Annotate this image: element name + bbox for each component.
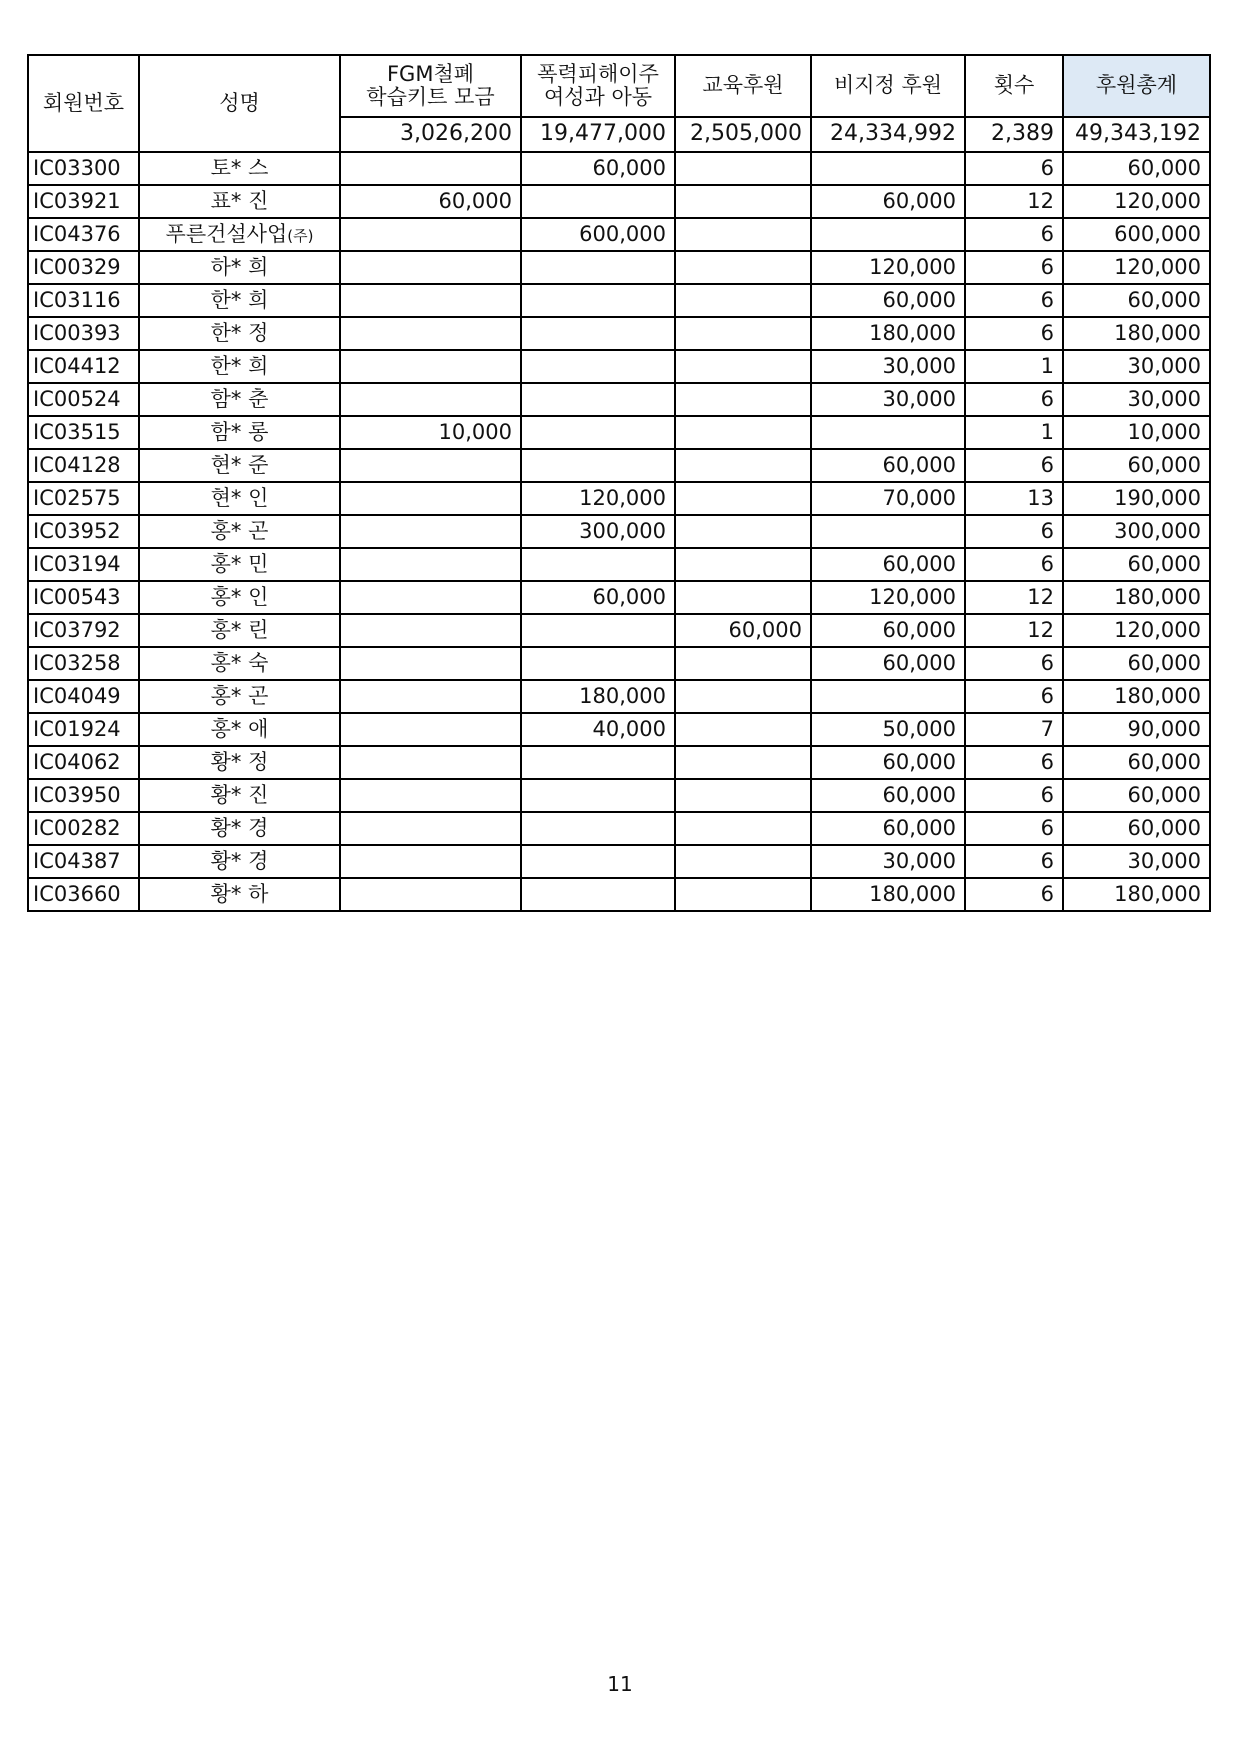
cell-member-id: IC04062 [28, 746, 139, 779]
cell-name [139, 878, 340, 911]
cell-fgm [340, 317, 521, 350]
cell-violence: 60,000 [521, 152, 675, 185]
table-row [28, 350, 1210, 383]
total-violence: 19,477,000 [521, 117, 675, 152]
member-name: 토* 스 [210, 155, 269, 180]
cell-violence [521, 251, 675, 284]
total-unrestricted: 24,334,992 [811, 117, 965, 152]
cell-total: 190,000 [1063, 482, 1210, 515]
cell-fgm [340, 218, 521, 251]
cell-education [675, 416, 811, 449]
cell-member-id: IC03660 [28, 878, 139, 911]
cell-count: 6 [965, 515, 1063, 548]
cell-education [675, 515, 811, 548]
member-name: 한* 희 [210, 353, 269, 378]
cell-count: 6 [965, 284, 1063, 317]
cell-unrestricted: 60,000 [811, 548, 965, 581]
table-row [28, 746, 1210, 779]
cell-count: 6 [965, 878, 1063, 911]
cell-fgm [340, 680, 521, 713]
cell-violence: 40,000 [521, 713, 675, 746]
cell-violence: 60,000 [521, 581, 675, 614]
cell-total: 60,000 [1063, 779, 1210, 812]
cell-count: 6 [965, 812, 1063, 845]
cell-unrestricted: 60,000 [811, 449, 965, 482]
table-row [28, 614, 1210, 647]
cell-education [675, 317, 811, 350]
member-name: 홍* 린 [210, 617, 269, 642]
cell-name [139, 779, 340, 812]
cell-violence [521, 614, 675, 647]
cell-name [139, 185, 340, 218]
cell-member-id: IC03515 [28, 416, 139, 449]
cell-member-id: IC03300 [28, 152, 139, 185]
cell-fgm [340, 251, 521, 284]
table-row [28, 152, 1210, 185]
cell-member-id: IC03950 [28, 779, 139, 812]
cell-count: 6 [965, 383, 1063, 416]
table-row [28, 812, 1210, 845]
cell-count: 12 [965, 614, 1063, 647]
cell-fgm [340, 614, 521, 647]
cell-unrestricted [811, 515, 965, 548]
cell-unrestricted: 30,000 [811, 845, 965, 878]
total-fgm: 3,026,200 [340, 117, 521, 152]
cell-member-id: IC04387 [28, 845, 139, 878]
cell-member-id: IC01924 [28, 713, 139, 746]
cell-unrestricted: 120,000 [811, 251, 965, 284]
member-name: 홍* 곤 [210, 683, 269, 708]
cell-education [675, 185, 811, 218]
cell-name [139, 713, 340, 746]
cell-name [139, 251, 340, 284]
member-name: 함* 롱 [210, 419, 269, 444]
cell-violence: 180,000 [521, 680, 675, 713]
cell-count: 6 [965, 647, 1063, 680]
header-member-id: 회원번호 [28, 55, 139, 152]
table-row [28, 185, 1210, 218]
cell-unrestricted: 60,000 [811, 614, 965, 647]
cell-member-id: IC00543 [28, 581, 139, 614]
table-row [28, 515, 1210, 548]
header-total: 후원총계 [1063, 55, 1210, 117]
cell-member-id: IC04128 [28, 449, 139, 482]
cell-education [675, 812, 811, 845]
corporation-mark: (주) [287, 226, 314, 245]
cell-education [675, 218, 811, 251]
cell-fgm: 60,000 [340, 185, 521, 218]
cell-total: 300,000 [1063, 515, 1210, 548]
page-number: 11 [607, 1672, 633, 1696]
cell-fgm: 10,000 [340, 416, 521, 449]
cell-name [139, 581, 340, 614]
cell-fgm [340, 515, 521, 548]
member-name: 홍* 애 [210, 716, 269, 741]
table-row [28, 284, 1210, 317]
cell-name [139, 845, 340, 878]
cell-education [675, 548, 811, 581]
cell-unrestricted: 60,000 [811, 746, 965, 779]
cell-total: 10,000 [1063, 416, 1210, 449]
cell-violence [521, 449, 675, 482]
cell-total: 90,000 [1063, 713, 1210, 746]
cell-unrestricted: 50,000 [811, 713, 965, 746]
header-violence [521, 55, 675, 117]
cell-unrestricted: 60,000 [811, 284, 965, 317]
cell-violence [521, 185, 675, 218]
table-row [28, 878, 1210, 911]
cell-fgm [340, 383, 521, 416]
table-body [28, 152, 1210, 911]
cell-total: 60,000 [1063, 746, 1210, 779]
cell-name [139, 383, 340, 416]
table-row [28, 779, 1210, 812]
member-name: 홍* 민 [210, 551, 269, 576]
cell-total: 180,000 [1063, 878, 1210, 911]
cell-education [675, 482, 811, 515]
cell-name [139, 647, 340, 680]
header-violence-line1: 폭력피해이주 [537, 61, 659, 86]
cell-member-id: IC00393 [28, 317, 139, 350]
table-row [28, 713, 1210, 746]
member-name: 홍* 숙 [210, 650, 269, 675]
cell-member-id: IC04412 [28, 350, 139, 383]
cell-name [139, 218, 340, 251]
cell-unrestricted: 180,000 [811, 878, 965, 911]
table-row [28, 251, 1210, 284]
member-name: 함* 춘 [210, 386, 269, 411]
cell-violence [521, 350, 675, 383]
cell-total: 120,000 [1063, 251, 1210, 284]
cell-count: 6 [965, 548, 1063, 581]
cell-member-id: IC00282 [28, 812, 139, 845]
cell-member-id: IC03792 [28, 614, 139, 647]
header-education: 교육후원 [675, 55, 811, 117]
cell-unrestricted: 60,000 [811, 185, 965, 218]
cell-total: 60,000 [1063, 647, 1210, 680]
cell-education [675, 581, 811, 614]
cell-count: 6 [965, 845, 1063, 878]
cell-total: 60,000 [1063, 812, 1210, 845]
cell-count: 1 [965, 350, 1063, 383]
header-unrestricted: 비지정 후원 [811, 55, 965, 117]
cell-name [139, 680, 340, 713]
cell-total: 60,000 [1063, 449, 1210, 482]
cell-name [139, 284, 340, 317]
cell-fgm [340, 713, 521, 746]
cell-fgm [340, 779, 521, 812]
cell-name [139, 350, 340, 383]
cell-total: 180,000 [1063, 581, 1210, 614]
header-fgm-line1: FGM철폐 [386, 61, 475, 86]
table-row [28, 218, 1210, 251]
cell-name [139, 449, 340, 482]
cell-count: 13 [965, 482, 1063, 515]
cell-violence [521, 878, 675, 911]
cell-count: 6 [965, 449, 1063, 482]
cell-violence [521, 317, 675, 350]
table-row [28, 482, 1210, 515]
cell-member-id: IC02575 [28, 482, 139, 515]
member-name: 홍* 인 [210, 584, 269, 609]
total-sum: 49,343,192 [1063, 117, 1210, 152]
cell-unrestricted: 30,000 [811, 383, 965, 416]
cell-fgm [340, 482, 521, 515]
cell-name [139, 746, 340, 779]
donation-table [27, 54, 1211, 912]
cell-unrestricted: 180,000 [811, 317, 965, 350]
cell-member-id: IC00329 [28, 251, 139, 284]
cell-member-id: IC03952 [28, 515, 139, 548]
table-row [28, 416, 1210, 449]
cell-name [139, 548, 340, 581]
cell-total: 30,000 [1063, 383, 1210, 416]
cell-education [675, 449, 811, 482]
cell-unrestricted: 60,000 [811, 812, 965, 845]
cell-count: 1 [965, 416, 1063, 449]
cell-violence [521, 416, 675, 449]
cell-count: 12 [965, 185, 1063, 218]
table-row [28, 383, 1210, 416]
cell-education [675, 284, 811, 317]
cell-total: 180,000 [1063, 680, 1210, 713]
cell-total: 600,000 [1063, 218, 1210, 251]
member-name: 홍* 곤 [210, 518, 269, 543]
table-row [28, 647, 1210, 680]
member-name: 황* 정 [210, 749, 269, 774]
cell-count: 6 [965, 680, 1063, 713]
cell-total: 60,000 [1063, 284, 1210, 317]
header-count: 횟수 [965, 55, 1063, 117]
cell-education: 60,000 [675, 614, 811, 647]
cell-member-id: IC03921 [28, 185, 139, 218]
cell-unrestricted [811, 218, 965, 251]
cell-fgm [340, 581, 521, 614]
cell-member-id: IC03116 [28, 284, 139, 317]
header-violence-line2: 여성과 아동 [543, 85, 653, 109]
cell-education [675, 251, 811, 284]
table-row [28, 845, 1210, 878]
cell-count: 6 [965, 779, 1063, 812]
table-row [28, 680, 1210, 713]
cell-violence [521, 812, 675, 845]
cell-total: 120,000 [1063, 614, 1210, 647]
cell-member-id: IC03194 [28, 548, 139, 581]
cell-total: 180,000 [1063, 317, 1210, 350]
cell-violence: 120,000 [521, 482, 675, 515]
cell-violence [521, 779, 675, 812]
cell-unrestricted [811, 416, 965, 449]
cell-name [139, 515, 340, 548]
cell-education [675, 680, 811, 713]
table-row [28, 548, 1210, 581]
cell-education [675, 647, 811, 680]
cell-count: 6 [965, 317, 1063, 350]
cell-count: 7 [965, 713, 1063, 746]
cell-total: 120,000 [1063, 185, 1210, 218]
cell-total: 60,000 [1063, 548, 1210, 581]
cell-education [675, 152, 811, 185]
total-count: 2,389 [965, 117, 1063, 152]
member-name: 황* 경 [210, 815, 269, 840]
cell-violence [521, 647, 675, 680]
cell-unrestricted [811, 680, 965, 713]
cell-unrestricted [811, 152, 965, 185]
cell-fgm [340, 548, 521, 581]
table-row [28, 317, 1210, 350]
cell-fgm [340, 845, 521, 878]
member-name: 황* 경 [210, 848, 269, 873]
cell-education [675, 878, 811, 911]
cell-member-id: IC04049 [28, 680, 139, 713]
cell-violence [521, 845, 675, 878]
cell-education [675, 383, 811, 416]
member-name: 황* 하 [210, 881, 269, 906]
cell-member-id: IC04376 [28, 218, 139, 251]
cell-count: 6 [965, 218, 1063, 251]
cell-education [675, 350, 811, 383]
cell-fgm [340, 812, 521, 845]
cell-unrestricted: 60,000 [811, 647, 965, 680]
cell-violence: 600,000 [521, 218, 675, 251]
member-name: 표* 진 [210, 188, 269, 213]
cell-name [139, 152, 340, 185]
cell-fgm [340, 647, 521, 680]
member-name: 현* 인 [210, 485, 269, 510]
table-row [28, 581, 1210, 614]
cell-unrestricted: 30,000 [811, 350, 965, 383]
cell-count: 6 [965, 152, 1063, 185]
cell-fgm [340, 746, 521, 779]
cell-count: 12 [965, 581, 1063, 614]
cell-violence: 300,000 [521, 515, 675, 548]
cell-member-id: IC03258 [28, 647, 139, 680]
cell-fgm [340, 878, 521, 911]
table-row [28, 449, 1210, 482]
header-name: 성명 [139, 55, 340, 152]
cell-member-id: IC00524 [28, 383, 139, 416]
cell-education [675, 746, 811, 779]
member-name: 푸른건설사업 [165, 221, 288, 246]
donation-table-container [27, 54, 1211, 912]
header-fgm-line2: 학습키트 모금 [366, 85, 495, 109]
cell-name [139, 482, 340, 515]
total-education: 2,505,000 [675, 117, 811, 152]
cell-name [139, 812, 340, 845]
cell-count: 6 [965, 251, 1063, 284]
cell-count: 6 [965, 746, 1063, 779]
cell-unrestricted: 120,000 [811, 581, 965, 614]
cell-unrestricted: 70,000 [811, 482, 965, 515]
cell-violence [521, 284, 675, 317]
cell-education [675, 845, 811, 878]
cell-violence [521, 548, 675, 581]
cell-total: 30,000 [1063, 845, 1210, 878]
member-name: 하* 희 [210, 254, 269, 279]
cell-name [139, 317, 340, 350]
cell-name [139, 416, 340, 449]
cell-name [139, 614, 340, 647]
member-name: 한* 희 [210, 287, 269, 312]
header-fgm [340, 55, 521, 117]
cell-education [675, 713, 811, 746]
cell-total: 30,000 [1063, 350, 1210, 383]
cell-violence [521, 383, 675, 416]
cell-unrestricted: 60,000 [811, 779, 965, 812]
cell-fgm [340, 350, 521, 383]
cell-fgm [340, 449, 521, 482]
member-name: 현* 준 [210, 452, 269, 477]
member-name: 한* 정 [210, 320, 269, 345]
cell-total: 60,000 [1063, 152, 1210, 185]
cell-fgm [340, 152, 521, 185]
member-name: 황* 진 [210, 782, 269, 807]
cell-fgm [340, 284, 521, 317]
cell-violence [521, 746, 675, 779]
cell-education [675, 779, 811, 812]
